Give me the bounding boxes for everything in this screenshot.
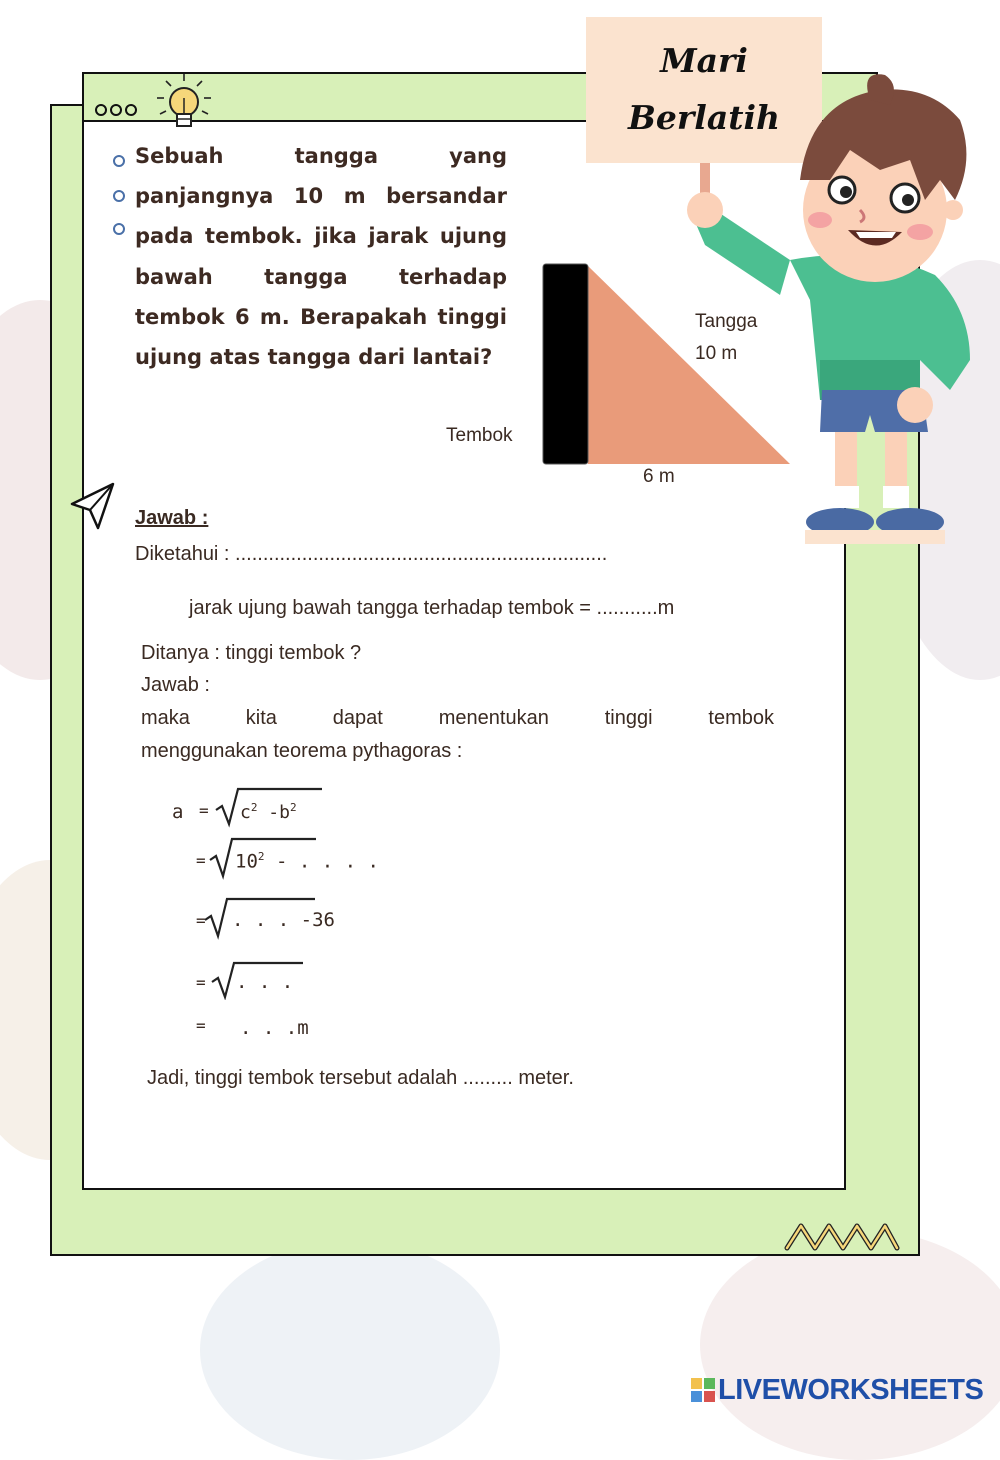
liveworksheets-logo-icon bbox=[690, 1377, 716, 1403]
step2-base: 10 bbox=[235, 850, 258, 873]
step1-expression bbox=[240, 801, 297, 823]
step1-exp-c: 2 bbox=[250, 801, 258, 814]
base-length-label: 6 m bbox=[643, 466, 675, 487]
method-line-2: menggunakan teorema pythagoras : bbox=[141, 740, 463, 762]
footer-brand[interactable]: LIVEWORKSHEETS bbox=[718, 1374, 984, 1406]
step2-rest: - . . . . bbox=[264, 850, 379, 873]
asked-line: Ditanya : tinggi tembok ? bbox=[141, 642, 362, 664]
step1-exp-b: 2 bbox=[289, 801, 297, 814]
step3-expression: . . . -36 bbox=[232, 909, 335, 931]
cursor-arrow-icon bbox=[68, 480, 118, 532]
step2-exp: 2 bbox=[257, 850, 265, 863]
step3-equals: = bbox=[196, 911, 206, 930]
ladder-diagram bbox=[540, 262, 800, 468]
step2-equals: = bbox=[196, 851, 206, 870]
ladder-length-label: 10 m bbox=[695, 343, 738, 364]
step1-equals: = bbox=[199, 801, 209, 820]
step1-c: c bbox=[240, 802, 251, 823]
ladder-label: Tangga bbox=[695, 311, 758, 332]
wall-rectangle bbox=[543, 264, 588, 464]
distance-line: jarak ujung bawah tangga terhadap tembok = ...........m bbox=[189, 597, 675, 619]
answer-heading: Jawab : bbox=[135, 507, 209, 529]
method-line-1: maka kita dapat menentukan tinggi tembok bbox=[141, 707, 774, 729]
known-line: Diketahui : ................................................................... bbox=[135, 543, 608, 565]
step1-variable: a bbox=[172, 801, 184, 823]
step5-equals: = bbox=[196, 1016, 206, 1035]
step2-expression bbox=[235, 850, 379, 872]
step1-minus-b: -b bbox=[257, 802, 290, 823]
step5-expression: . . .m bbox=[240, 1017, 309, 1039]
background-decoration bbox=[700, 1230, 1000, 1460]
step4-expression: . . . bbox=[236, 971, 294, 993]
bullet-icon bbox=[113, 155, 125, 167]
sign-title-line2: Berlatih bbox=[628, 98, 780, 137]
bullet-icon bbox=[113, 223, 125, 235]
answer-label: Jawab : bbox=[141, 674, 210, 696]
window-dots-icon bbox=[94, 102, 144, 118]
step4-equals: = bbox=[196, 973, 206, 992]
zigzag-decoration-icon bbox=[784, 1218, 900, 1254]
conclusion-line: Jadi, tinggi tembok tersebut adalah ......... meter. bbox=[147, 1067, 574, 1089]
bullet-icon bbox=[113, 190, 125, 202]
question-text: Sebuah tangga yang panjangnya 10 m bersandar pada tembok. jika jarak ujung bawah tangga terhadap tembok 6 m. Berapakah tinggi ujung atas tangga dari lantai? bbox=[135, 144, 507, 370]
sign-title-line1: Mari bbox=[660, 41, 748, 80]
background-decoration bbox=[200, 1240, 500, 1460]
wall-label: Tembok bbox=[446, 425, 513, 446]
ladder-triangle bbox=[588, 266, 790, 464]
lightbulb-icon bbox=[152, 72, 216, 136]
